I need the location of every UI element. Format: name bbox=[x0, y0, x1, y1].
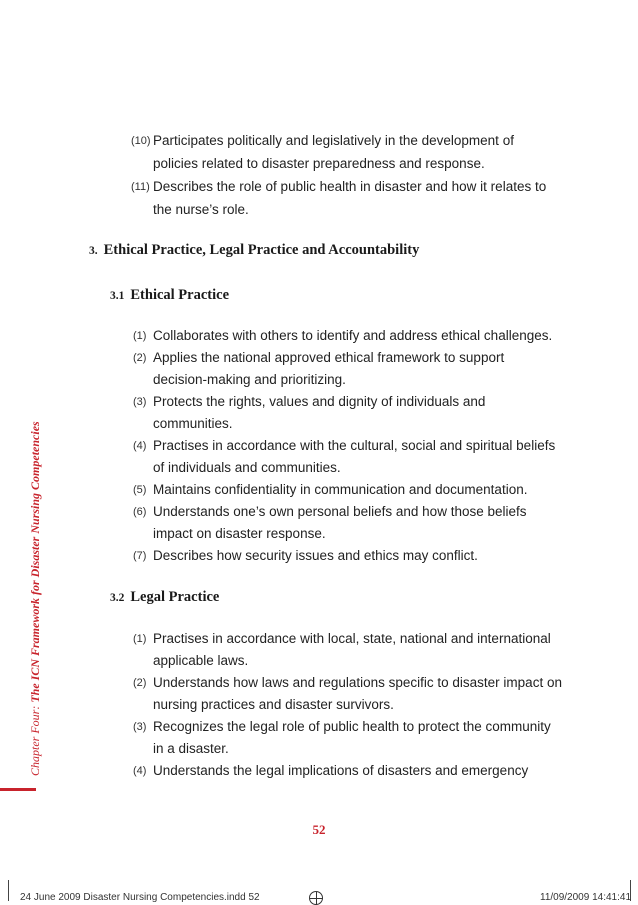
list-item-line: nursing practices and disaster survivors. bbox=[153, 697, 394, 712]
list-item-number: (3) bbox=[133, 721, 147, 733]
footer-timestamp: 11/09/2009 14:41:41 bbox=[540, 892, 632, 903]
page-number: 52 bbox=[312, 822, 326, 837]
list-item-line: Describes the role of public health in disaster and how it relates to bbox=[153, 179, 547, 194]
subsection-3-1-heading bbox=[110, 287, 229, 304]
list-item-line: applicable laws. bbox=[153, 653, 249, 668]
list-item-line: Understands how laws and regulations specific to disaster impact on bbox=[153, 675, 562, 690]
list-item-line: Collaborates with others to identify and address ethical challenges. bbox=[153, 328, 553, 343]
list-item-line: communities. bbox=[153, 416, 233, 431]
list-item-line: Practises in accordance with the cultural, social and spiritual beliefs bbox=[153, 438, 556, 453]
list-item-number: (6) bbox=[133, 506, 147, 518]
list-item-number: (5) bbox=[133, 484, 147, 496]
list-item-number: (1) bbox=[133, 633, 147, 645]
list-item-number: (2) bbox=[133, 677, 147, 689]
list-item-line: Maintains confidentiality in communication and documentation. bbox=[153, 482, 528, 497]
list-item-line: in a disaster. bbox=[153, 741, 229, 756]
list-item-line: of individuals and communities. bbox=[153, 460, 341, 475]
list-item-number: (7) bbox=[133, 550, 147, 562]
subsection-3-2-heading bbox=[110, 589, 219, 606]
subsection-3-1-title: Ethical Practice bbox=[130, 287, 230, 303]
list-item-number: (4) bbox=[133, 440, 147, 452]
list-item-number: (3) bbox=[133, 396, 147, 408]
list-item-number: (2) bbox=[133, 352, 147, 364]
section-3-title: Ethical Practice, Legal Practice and Accountability bbox=[103, 242, 420, 258]
crop-mark-left bbox=[8, 880, 9, 901]
list-item-line: policies related to disaster preparedness and response. bbox=[153, 156, 485, 171]
subsection-3-1-number: 3.1 bbox=[110, 290, 125, 302]
list-item-line: Recognizes the legal role of public health to protect the community bbox=[153, 719, 551, 734]
footer-filename: 24 June 2009 Disaster Nursing Competencies.indd 52 bbox=[20, 892, 260, 903]
list-item-number: (1) bbox=[133, 330, 147, 342]
list-item-number: (4) bbox=[133, 765, 147, 777]
list-item-line: Participates politically and legislatively in the development of bbox=[153, 133, 514, 148]
list-item-number: (11) bbox=[131, 181, 150, 193]
list-item-line: Understands one’s own personal beliefs and how those beliefs bbox=[153, 504, 527, 519]
section-3-heading bbox=[89, 242, 419, 259]
list-item-line: Understands the legal implications of disasters and emergency bbox=[153, 763, 529, 778]
list-item-line: Practises in accordance with local, state, national and international bbox=[153, 631, 551, 646]
sidebar-running-title bbox=[28, 421, 43, 776]
list-item-line: Protects the rights, values and dignity of individuals and bbox=[153, 394, 486, 409]
subsection-3-2-number: 3.2 bbox=[110, 592, 125, 604]
registration-mark-icon bbox=[309, 891, 323, 905]
subsection-3-2-title: Legal Practice bbox=[130, 589, 220, 605]
sidebar-chapter: Chapter Four: bbox=[28, 705, 42, 776]
list-item-line: Applies the national approved ethical framework to support bbox=[153, 350, 505, 365]
list-item-line: impact on disaster response. bbox=[153, 526, 326, 541]
list-item-line: the nurse’s role. bbox=[153, 202, 249, 217]
list-item-number: (10) bbox=[131, 135, 151, 147]
sidebar-title: The ICN Framework for Disaster Nursing Competencies bbox=[28, 421, 42, 703]
section-3-number: 3. bbox=[89, 245, 98, 257]
list-item-line: decision-making and prioritizing. bbox=[153, 372, 346, 387]
list-item-line: Describes how security issues and ethics may conflict. bbox=[153, 548, 478, 563]
sidebar-accent-bar bbox=[0, 788, 36, 791]
